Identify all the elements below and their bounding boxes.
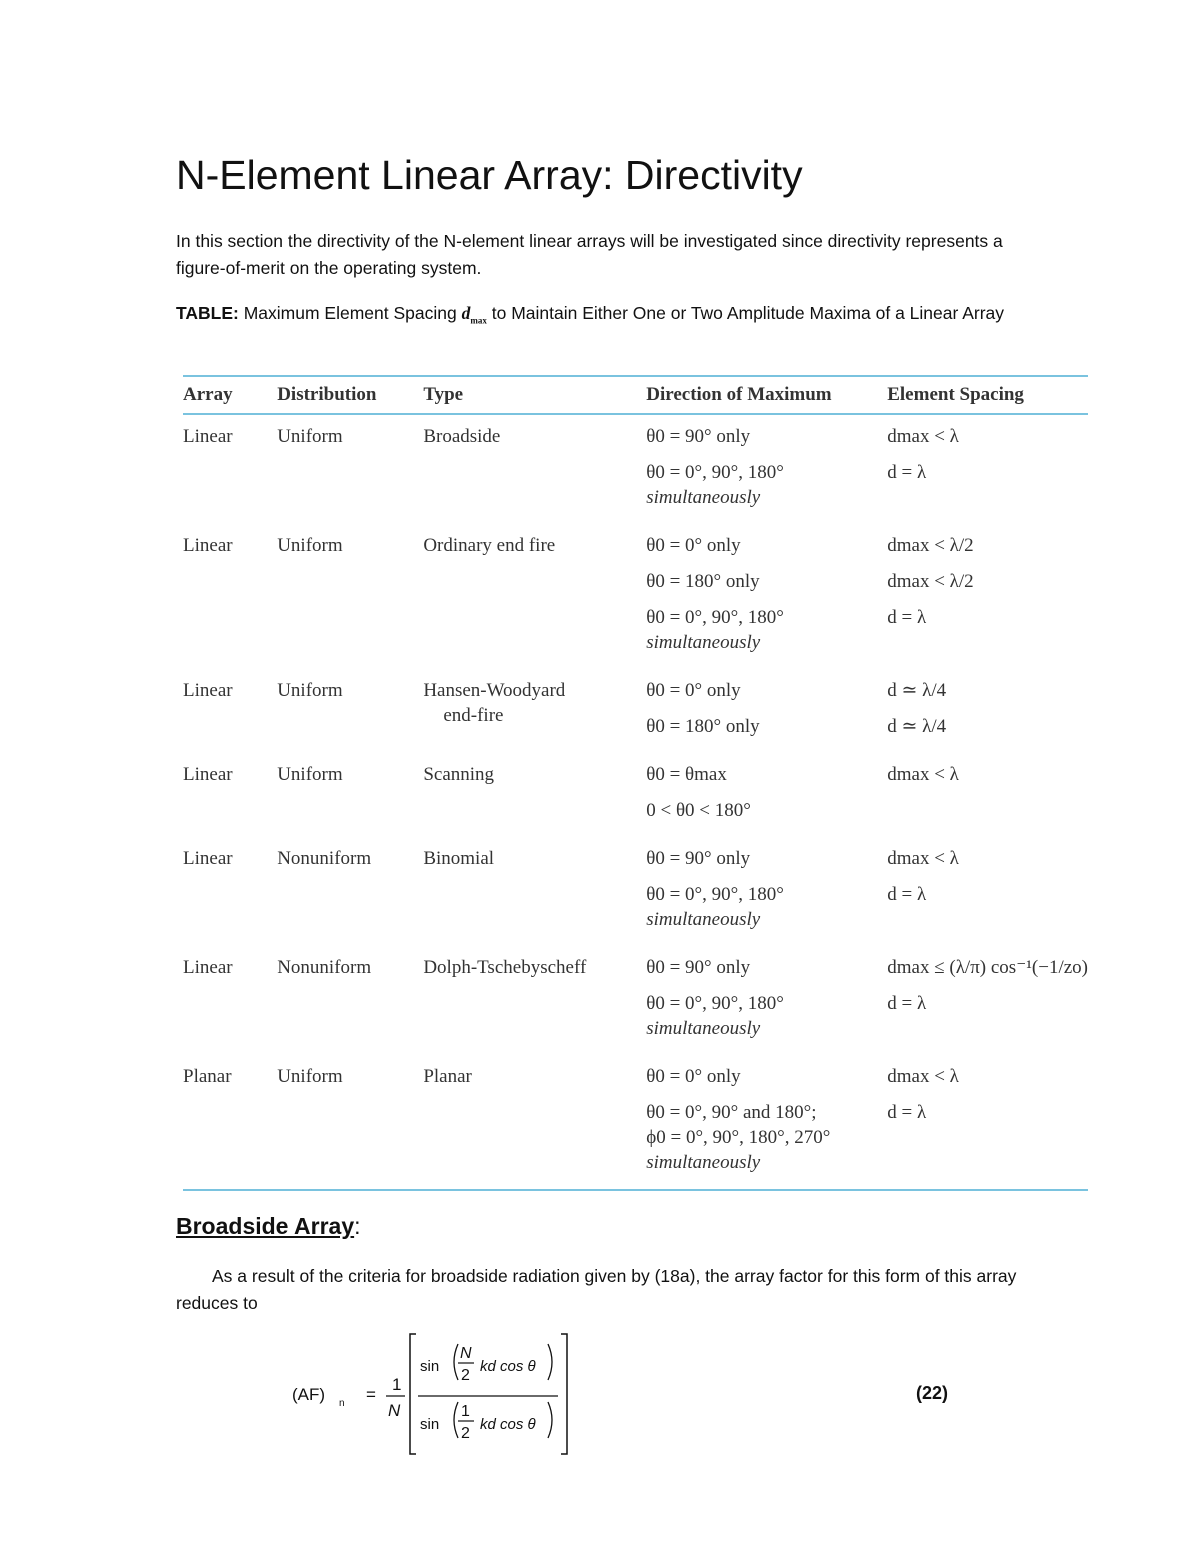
caption-text-after: to Maintain Either One or Two Amplitude Maxima of a Linear Array [491,303,1005,323]
header-direction: Direction of Maximum [646,384,832,405]
header-distribution: Distribution [277,384,377,405]
spacing-value: dmax < λ/2 [887,535,974,556]
table-row [183,753,1088,837]
eq-num-right-paren [548,1344,552,1380]
spacing-value: d = λ [887,993,927,1014]
direction-value: θ0 = 180° only [646,716,760,737]
eq-num-arg: kd cos θ [480,1358,536,1375]
distribution-value: Uniform [277,1066,343,1087]
cell-array [183,524,277,669]
spacing-value: d ≃ λ/4 [887,680,947,701]
type-value: end-fire [443,705,504,726]
eq-num-frac-bottom: 2 [461,1367,470,1384]
cell-direction [646,946,887,1055]
cell-spacing [887,414,1088,524]
header-spacing: Element Spacing [887,384,1024,405]
direction-value: θ0 = 90° only [646,957,751,978]
cell-type [423,1055,646,1190]
eq-den-frac-bottom: 2 [461,1425,470,1442]
cell-distribution [277,946,423,1055]
cell-spacing [887,753,1088,837]
cell-array [183,414,277,524]
array-factor-equation [0,1330,1200,1460]
array-value: Linear [183,957,233,978]
cell-array [183,837,277,946]
direction-value: θ0 = 0° only [646,535,741,556]
cell-type [423,837,646,946]
broadside-heading-colon: : [354,1213,361,1239]
cell-direction [646,1055,887,1190]
cell-spacing [887,524,1088,669]
eq-den-left-paren [454,1402,458,1438]
direction-value: θ0 = 180° only [646,571,760,592]
cell-spacing [887,837,1088,946]
type-value: Scanning [423,764,495,785]
broadside-heading [176,1213,361,1240]
page-title: N-Element Linear Array: Directivity [176,152,803,198]
direction-value: θ0 = 0° only [646,1066,741,1087]
direction-value: θ0 = 90° only [646,848,751,869]
caption-text-before: Maximum Element Spacing [243,303,457,323]
spacing-value: d ≃ λ/4 [887,716,947,737]
spacing-value: dmax < λ/2 [887,571,974,592]
cell-type [423,414,646,524]
type-value: Broadside [423,426,501,447]
cell-distribution [277,524,423,669]
header-array: Array [183,384,233,405]
direction-value: simultaneously [646,1018,761,1039]
header-type: Type [423,384,464,405]
direction-value: θ0 = 0° only [646,680,741,701]
eq-den-arg: kd cos θ [480,1416,536,1433]
array-value: Linear [183,764,233,785]
distribution-value: Uniform [277,680,343,701]
table-caption [176,300,1056,335]
cell-distribution [277,837,423,946]
intro-paragraph: In this section the directivity of the N-element linear arrays will be investigated since directivity represents a figure-of-merit on the operating system. [176,231,1003,278]
eq-lhs: (AF) [292,1385,326,1404]
caption-symbol-sub: max [470,315,487,326]
cell-array [183,1055,277,1190]
spacing-value: dmax < λ [887,848,959,869]
cell-distribution [277,753,423,837]
spacing-value: d = λ [887,462,927,483]
spacing-value [887,798,1088,823]
table-header-row [183,376,1088,414]
table-row [183,837,1088,946]
direction-value: simultaneously [646,487,761,508]
cell-array [183,669,277,753]
direction-value: ϕ0 = 0°, 90°, 180°, 270° [646,1127,831,1148]
direction-value: θ0 = 0°, 90°, 180° [646,884,784,905]
spacing-value: dmax < λ [887,1066,959,1087]
table-row [183,524,1088,669]
table-row [183,1055,1088,1190]
caption-label: TABLE: [176,303,239,323]
table-body [183,414,1088,1190]
array-value: Linear [183,426,233,447]
spacing-value: dmax < λ [887,426,959,447]
eq-lhs-sub: n [339,1398,345,1409]
distribution-value: Nonuniform [277,848,372,869]
table-row [183,669,1088,753]
distribution-value: Uniform [277,426,343,447]
array-value: Linear [183,535,233,556]
element-spacing-table [183,375,1088,1191]
spacing-value: d = λ [887,607,927,628]
caption-dmax-symbol [461,303,487,326]
direction-value: θ0 = 0°, 90° and 180°; [646,1102,817,1123]
cell-spacing [887,669,1088,753]
direction-value: θ0 = 0°, 90°, 180° [646,607,784,628]
distribution-value: Nonuniform [277,957,372,978]
cell-direction [646,414,887,524]
direction-value: θ0 = θmax [646,764,727,785]
eq-den-right-paren [548,1402,552,1438]
cell-array [183,946,277,1055]
eq-equals: = [366,1385,376,1404]
direction-value: 0 < θ0 < 180° [646,800,751,821]
broadside-heading-text: Broadside Array [176,1213,355,1239]
spacing-value: d = λ [887,1102,927,1123]
equation-number: (22) [916,1383,949,1403]
direction-value: θ0 = 90° only [646,426,751,447]
cell-spacing [887,946,1088,1055]
eq-num-sin: sin [420,1358,440,1375]
eq-num-left-paren [454,1344,458,1380]
array-value: Linear [183,848,233,869]
cell-type [423,753,646,837]
broadside-paragraph: As a result of the criteria for broadside radiation given by (18a), the array factor for this form of this array reduces to [176,1266,1017,1313]
eq-coef-den: N [388,1401,401,1420]
spacing-value: dmax ≤ (λ/π) cos⁻¹(−1/zo) [887,957,1088,978]
distribution-value: Uniform [277,764,343,785]
cell-type [423,669,646,753]
type-value: Ordinary end fire [423,535,556,556]
direction-value: simultaneously [646,909,761,930]
eq-right-bracket [561,1334,567,1454]
cell-spacing [887,1055,1088,1190]
type-value: Planar [423,1066,472,1087]
caption-symbol: d [461,303,471,323]
cell-direction [646,753,887,837]
table-row [183,414,1088,524]
cell-array [183,753,277,837]
cell-distribution [277,414,423,524]
type-value: Dolph-Tschebyscheff [423,957,587,978]
cell-distribution [277,1055,423,1190]
cell-direction [646,524,887,669]
eq-left-bracket [410,1334,416,1454]
cell-direction [646,837,887,946]
type-value: Hansen-Woodyard [423,680,566,701]
table-row [183,946,1088,1055]
direction-value: θ0 = 0°, 90°, 180° [646,993,784,1014]
array-value: Planar [183,1066,232,1087]
spacing-value: d = λ [887,884,927,905]
cell-direction [646,669,887,753]
direction-value: simultaneously [646,1152,761,1173]
eq-coef-num: 1 [392,1375,402,1394]
cell-type [423,524,646,669]
eq-num-frac-top: N [460,1345,472,1362]
cell-type [423,946,646,1055]
array-value: Linear [183,680,233,701]
spacing-value: dmax < λ [887,764,959,785]
direction-value: θ0 = 0°, 90°, 180° [646,462,784,483]
distribution-value: Uniform [277,535,343,556]
cell-distribution [277,669,423,753]
type-value: Binomial [423,848,495,869]
direction-value: simultaneously [646,632,761,653]
eq-den-sin: sin [420,1416,440,1433]
eq-den-frac-top: 1 [461,1403,470,1420]
